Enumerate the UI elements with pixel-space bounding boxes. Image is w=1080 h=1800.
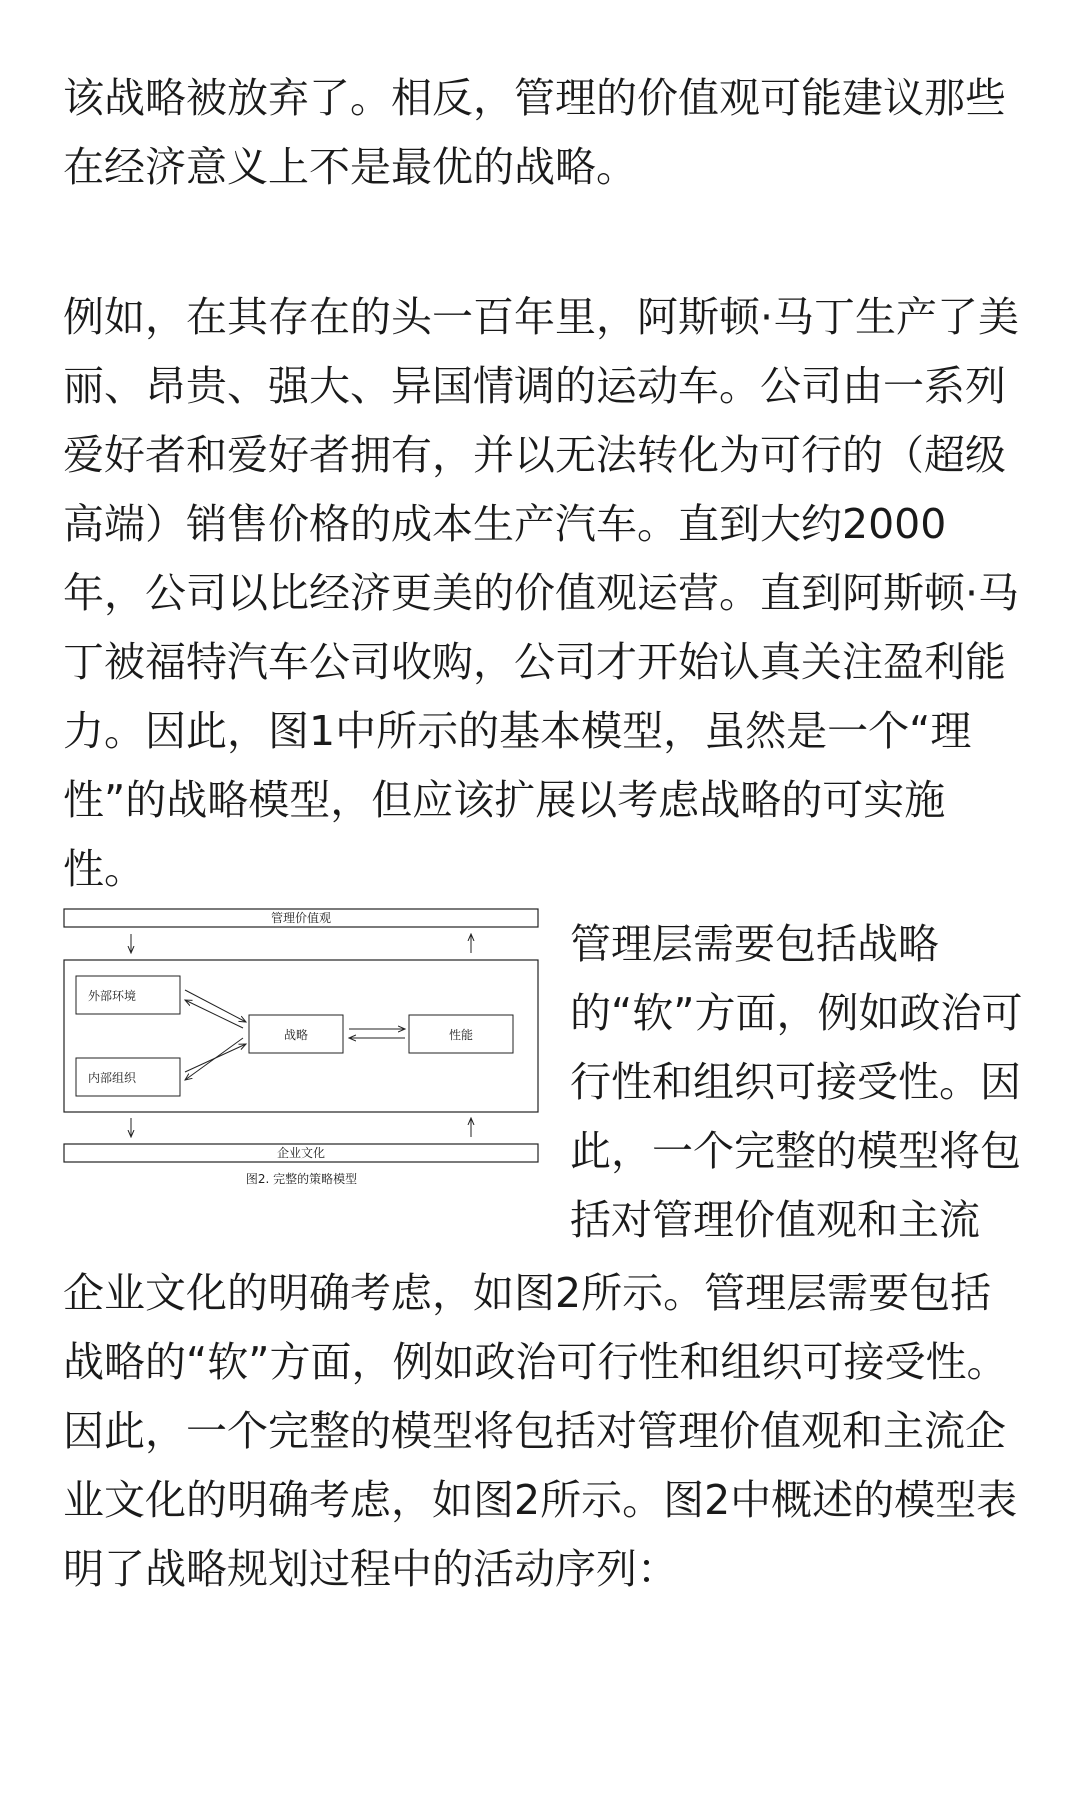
paragraph-3-wrapped: 管理层需要包括战略的“软”方面，例如政治可行性和组织可接受性。因此，一个完整的模型将包括对管理价值观和主流 [570, 920, 1023, 1244]
paragraph-2: 例如，在其存在的头一百年里，阿斯顿·马丁生产了美丽、昂贵、强大、异国情调的运动车。公司由一系列爱好者和爱好者拥有，并以无法转化为可行的（超级高端）销售价格的成本生产汽车。直到大约2000年，公司以比经济更美的价值观运营。直到阿斯顿·马丁被福特汽车公司收购，公司才开始认真关注盈利能力。因此，图1中所示的基本模型，虽然是一个“理性”的战略模型，但应该扩展以考虑战略的可实施性。 [63, 293, 1020, 893]
strategy-model-diagram [63, 908, 540, 1168]
paragraph-3-continued: 企业文化的明确考虑，如图2所示。管理层需要包括战略的“软”方面，例如政治可行性和组织可接受性。因此，一个完整的模型将包括对管理价值观和主流企业文化的明确考虑，如图2所示。图2中概述的模型表明了战略规划过程中的活动序列： [63, 1269, 1018, 1593]
internal-organization-label: 内部组织 [88, 1071, 137, 1085]
strategy-label: 战略 [283, 1028, 309, 1042]
paragraph-1: 该战略被放弃了。相反，管理的价值观可能建议那些在经济意义上不是最优的战略。 [63, 74, 1006, 191]
top-bar-label: 管理价值观 [270, 911, 332, 925]
figure-strategy-model [63, 908, 540, 1193]
figure-caption: 图2. 完整的策略模型 [245, 1172, 358, 1186]
bottom-bar-label: 企业文化 [276, 1146, 326, 1160]
performance-label: 性能 [448, 1028, 474, 1042]
external-environment-label: 外部环境 [88, 989, 137, 1003]
